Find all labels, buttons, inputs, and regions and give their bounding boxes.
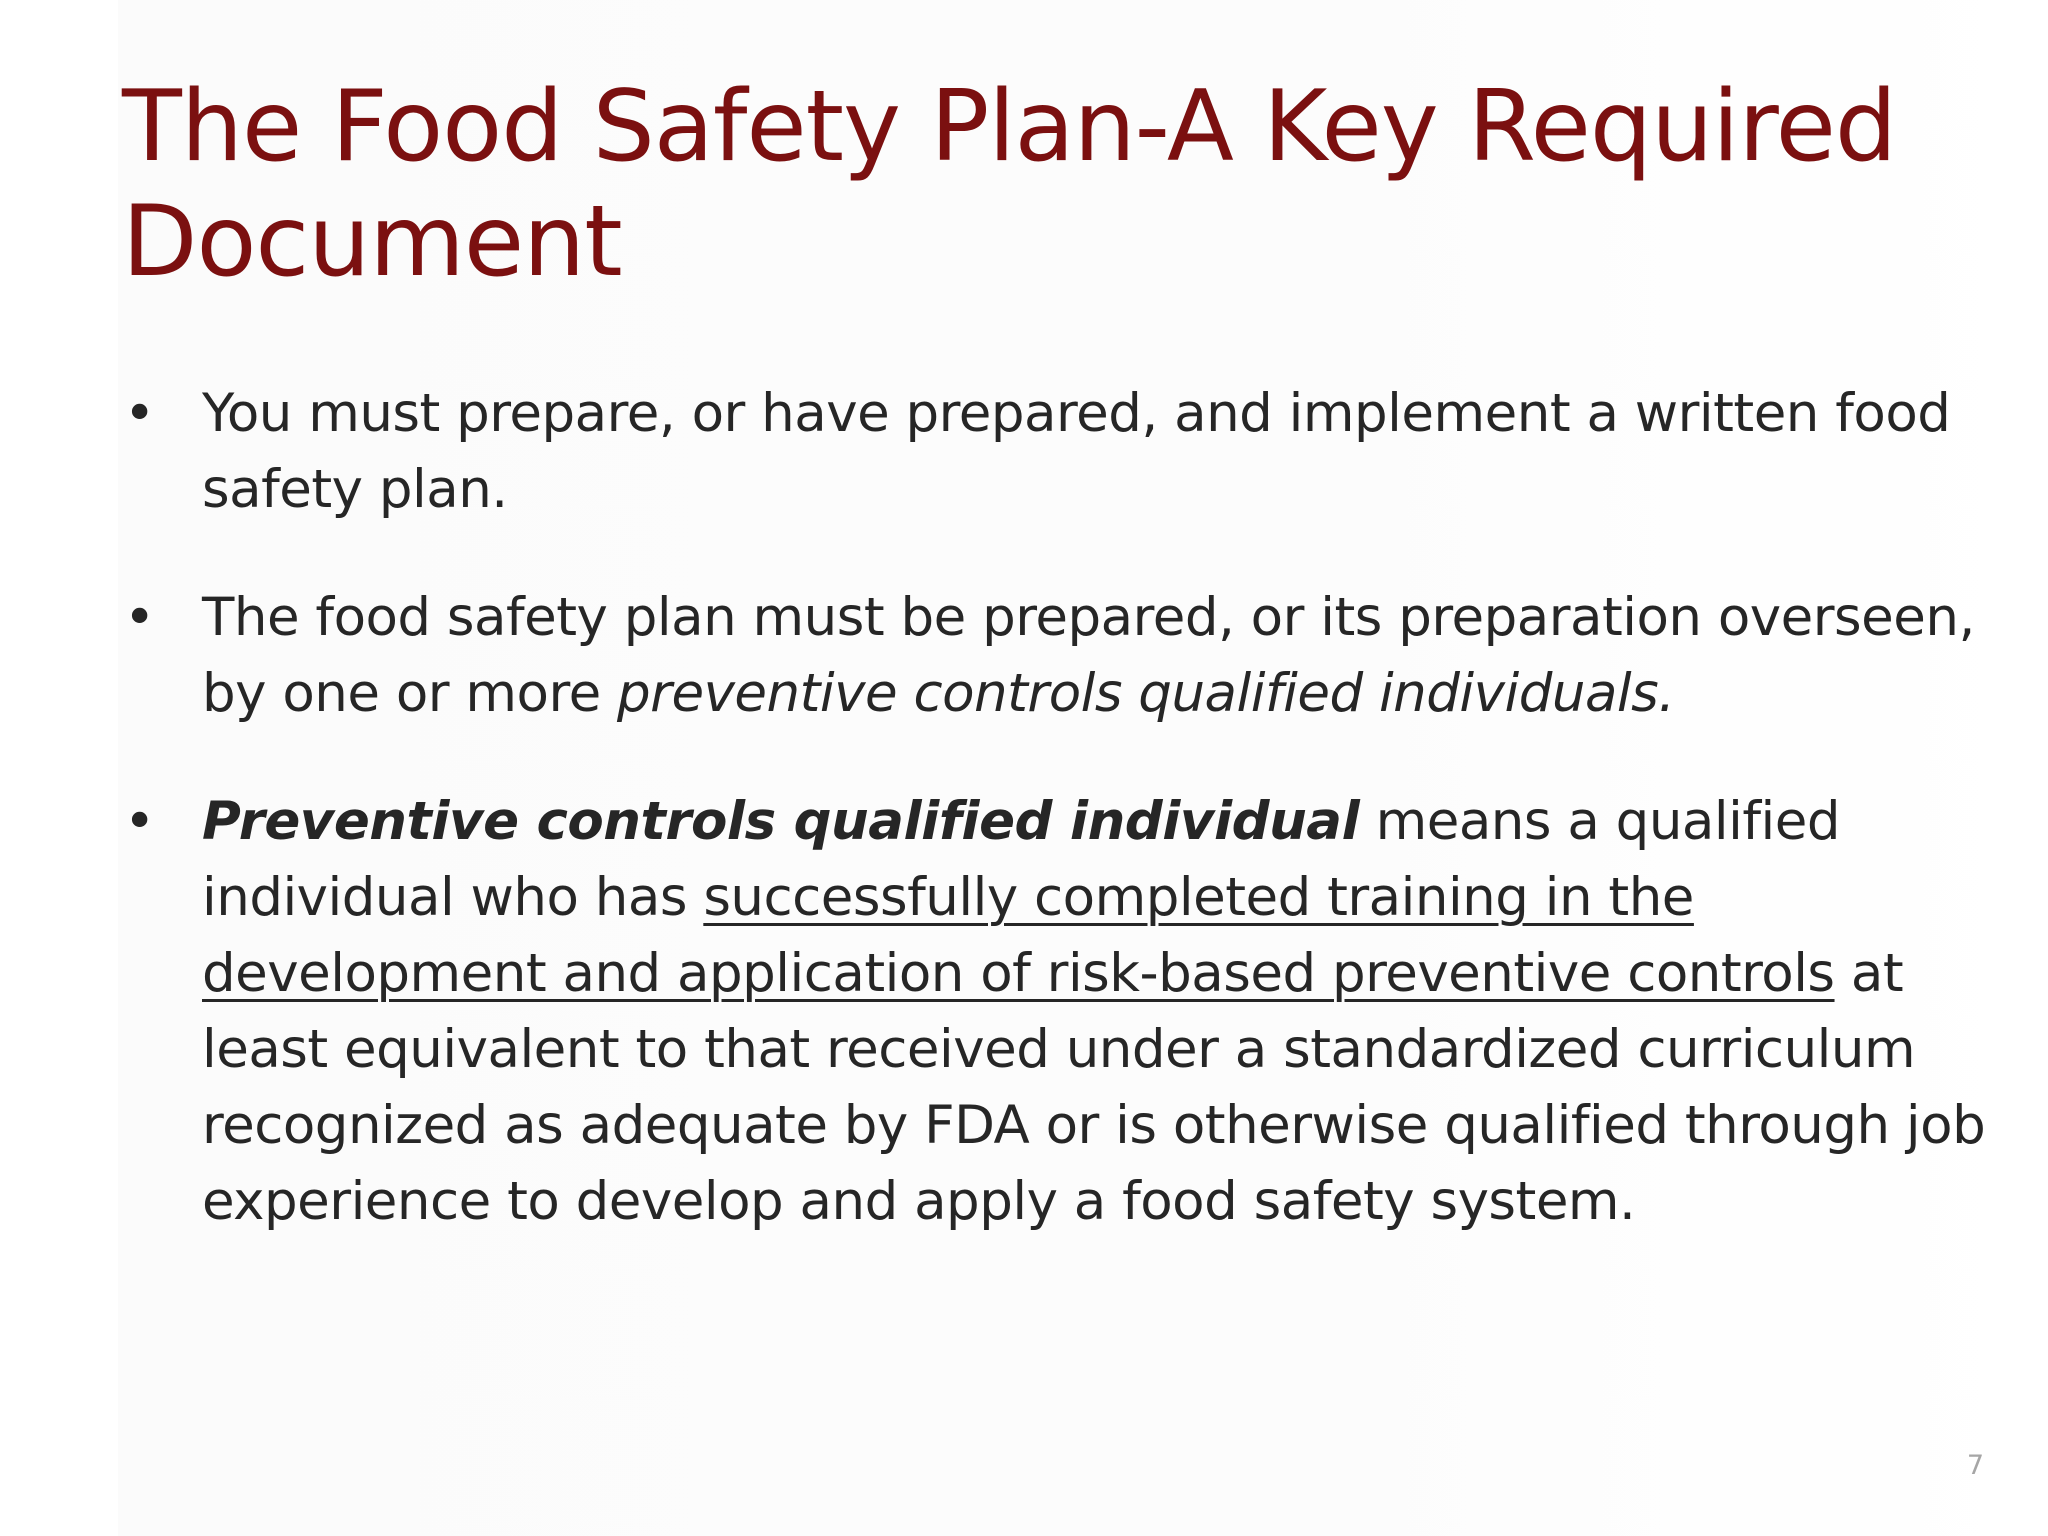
bullet-text: You must prepare, or have prepared, and implement a written food safety plan. (202, 383, 1951, 520)
bullet-dot-icon: • (124, 383, 155, 444)
bullet-list (122, 376, 1992, 1292)
defined-term: Preventive controls qualified individual (202, 791, 1360, 852)
bullet-item-written-plan (122, 376, 1992, 528)
bullet-item-preparation (122, 580, 1992, 732)
page-number: 7 (1966, 1450, 1984, 1481)
italic-term: preventive controls qualified individuals. (617, 663, 1675, 724)
bullet-item-definition (122, 784, 1992, 1240)
bullet-dot-icon: • (124, 791, 155, 852)
underlined-training-requirement: successfully completed training in the development and application of risk-based preventive controls (202, 867, 1835, 1004)
slide-title: The Food Safety Plan-A Key Required Document (122, 70, 1897, 299)
definition-text-before-underline: means a qualified individual who has (202, 791, 1840, 928)
bullet-dot-icon: • (124, 587, 155, 648)
bullet-text: The food safety plan must be prepared, or its preparation overseen, by one or more (202, 587, 1975, 724)
definition-text-after-underline: at least equivalent to that received under a standardized curriculum recognized as adequate by FDA or is otherwise qualified through job experience to develop and apply a food safety system. (202, 943, 1986, 1232)
